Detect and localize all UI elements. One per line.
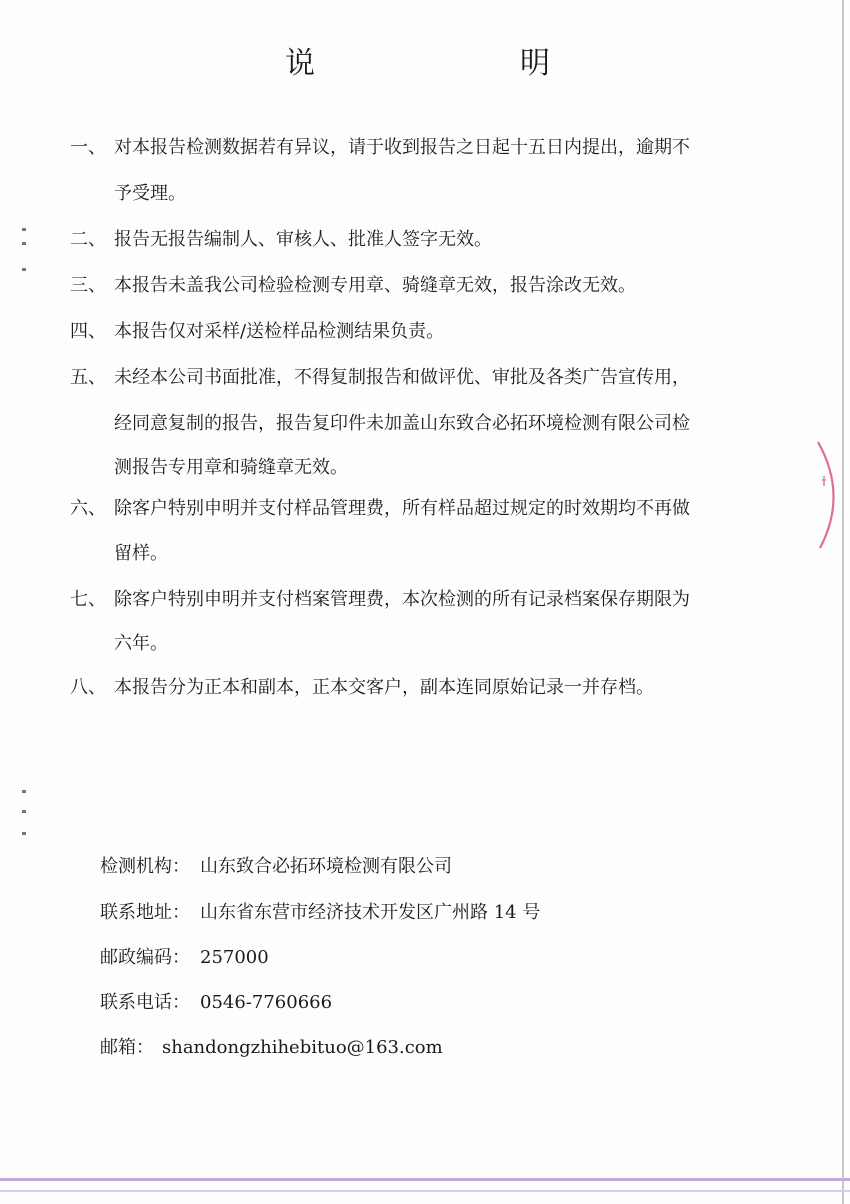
- contact-organization: [100, 855, 452, 879]
- scan-edge-band: [0, 1178, 850, 1181]
- binding-hole-mark: [22, 810, 26, 813]
- clause-8: [70, 676, 770, 700]
- clause-number: 二、: [70, 229, 106, 250]
- contact-value: 0546-7760666: [200, 992, 333, 1013]
- contact-address: [100, 901, 540, 925]
- page-title: [0, 38, 850, 82]
- clause-number: 五、: [70, 367, 106, 388]
- clause-5: [70, 366, 770, 390]
- clause-text: 本报告分为正本和副本，正本交客户，副本连同原始记录一并存档。: [114, 677, 654, 698]
- clause-number: 七、: [70, 589, 106, 610]
- clause-3: [70, 274, 770, 298]
- contact-value: shandongzhihebituo@163.com: [162, 1037, 443, 1058]
- clause-text: 本报告未盖我公司检验检测专用章、骑缝章无效，报告涂改无效。: [114, 275, 636, 296]
- contact-label: 邮政编码：: [100, 947, 190, 968]
- binding-hole-mark: [22, 832, 26, 835]
- contact-label: 联系电话：: [100, 992, 190, 1013]
- clause-number: 三、: [70, 275, 106, 296]
- clause-number: 一、: [70, 137, 106, 158]
- clause-5-continuation-2: 测报告专用章和骑缝章无效。: [114, 457, 348, 478]
- contact-label: 邮箱：: [100, 1037, 154, 1058]
- contact-value: 山东致合必拓环境检测有限公司: [200, 856, 452, 877]
- binding-hole-mark: [22, 790, 26, 793]
- scan-edge-band: [0, 1190, 850, 1192]
- title-char-2: 明: [520, 46, 550, 81]
- contact-postcode: [100, 946, 269, 970]
- clause-4: [70, 320, 770, 344]
- clause-text: 对本报告检测数据若有异议，请于收到报告之日起十五日内提出，逾期不: [114, 137, 690, 158]
- contact-label: 检测机构：: [100, 856, 190, 877]
- contact-phone: [100, 991, 332, 1015]
- binding-hole-mark: [22, 242, 26, 245]
- title-char-1: 说: [285, 46, 315, 81]
- clause-text: 本报告仅对采样/送检样品检测结果负责。: [114, 321, 445, 342]
- contact-label: 联系地址：: [100, 902, 190, 923]
- clause-7: [70, 588, 770, 612]
- contact-value: 257000: [200, 947, 269, 968]
- contact-value: 山东省东营市经济技术开发区广州路 14 号: [200, 902, 541, 923]
- seam-seal-stamp: [812, 440, 850, 550]
- clause-2: [70, 228, 770, 252]
- clause-number: 六、: [70, 498, 106, 519]
- clause-5-continuation-1: 经同意复制的报告，报告复印件未加盖山东致合必拓环境检测有限公司检: [114, 413, 690, 434]
- clause-number: 四、: [70, 321, 106, 342]
- page-edge: [842, 0, 844, 1204]
- clause-1-continuation: 予受理。: [114, 183, 186, 204]
- clause-1: [70, 136, 770, 160]
- clause-6: [70, 497, 770, 521]
- clause-number: 八、: [70, 677, 106, 698]
- clause-text: 未经本公司书面批准，不得复制报告和做评优、审批及各类广告宣传用，: [114, 367, 690, 388]
- clause-text: 除客户特别申明并支付样品管理费，所有样品超过规定的时效期均不再做: [114, 498, 690, 519]
- contact-email: [100, 1036, 443, 1060]
- clause-text: 除客户特别申明并支付档案管理费，本次检测的所有记录档案保存期限为: [114, 589, 690, 610]
- clause-6-continuation: 留样。: [114, 543, 168, 564]
- binding-hole-mark: [22, 228, 26, 231]
- clause-7-continuation: 六年。: [114, 633, 168, 654]
- binding-hole-mark: [22, 268, 26, 271]
- clause-text: 报告无报告编制人、审核人、批准人签字无效。: [114, 229, 492, 250]
